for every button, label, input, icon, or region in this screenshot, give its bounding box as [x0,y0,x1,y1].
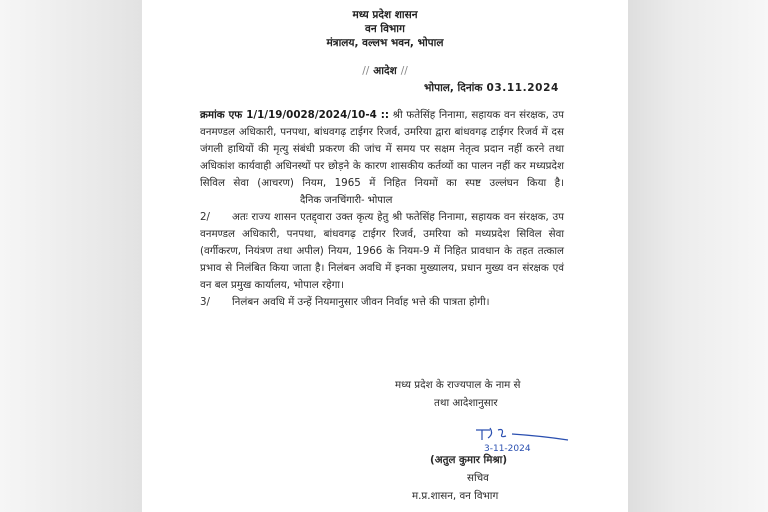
paragraph-2-number: 2/ [200,211,211,223]
letterhead-address: मंत्रालय, वल्लभ भवन, भोपाल [326,37,444,49]
blurred-backdrop-left [0,0,142,512]
closing-order-line: तथा आदेशानुसार [434,397,498,409]
closing-governor-line: मध्य प्रदेश के राज्यपाल के नाम से [395,379,521,391]
letterhead-department: वन विभाग [365,23,405,35]
place-date-label: भोपाल, दिनांक [424,82,483,94]
order-title [142,64,628,78]
order-reference-number: क्रमांक एफ 1/1/19/0028/2024/10-4 :: [200,109,389,121]
signatory-designation: सचिव [467,472,489,484]
paragraph-3 [200,294,564,311]
paragraph-3-text: निलंबन अवधि में उन्हें नियमानुसार जीवन निर्वाह भत्ते की पात्रता होगी। [232,296,490,308]
signature-date: 3-11-2024 [484,444,531,454]
order-date: 03.11.2024 [486,82,559,94]
paragraph-1 [200,107,564,209]
paragraph-2-text: अतः राज्य शासन एतद्द्वारा उक्त कृत्य हेतु श्री फतेसिंह निनामा, सहायक वन संरक्षक, उप वनमण्डल अधिकारी, पनपथा, बांधवगढ़ टाईगर रिजर्व, उमरिया को मध्यप्रदेश सिविल सेवा (वर्गीकरण, नियंत्रण तथा अपील) नियम, 1966 के नियम-9 में निहित प्रावधान के तहत तत्काल प्रभाव से निलंबित किया जाता है। निलंबन अवधि में इनका मुख्यालय, प्रधान मुख्य वन संरक्षक एवं वन बल प्रमुख कार्यालय, भोपाल रहेगा। [200,211,564,291]
place-and-date [424,81,559,95]
order-body [200,107,564,311]
order-heading: आदेश [373,65,397,77]
letterhead [142,8,628,50]
paragraph-1-text: श्री फतेसिंह निनामा, सहायक वन संरक्षक, उप वनमण्डल अधिकारी, पनपथा, बांधवगढ़ टाईगर रिजर्व, उमरिया द्वारा बांधवगढ़ टाईगर रिजर्व में दस जंगली हाथियों की मृत्यु संबंधी प्रकरण की जांच में समय पर सक्षम नेतृत्व प्रदान नहीं करने तथा अधिकांश कार्यवाही अधिनस्थों पर छोड़ने के कारण शासकीय कर्तव्यों का पालन नहीं कर मध्यप्रदेश सिविल सेवा (आचरण) नियम, 1965 में निहित नियमों का स्पष्ट उल्लंघन किया है। [200,109,564,189]
letterhead-government: मध्य प्रदेश शासन [352,9,418,21]
signatory-name: (अतुल कुमार मिश्रा) [430,454,508,466]
paragraph-3-number: 3/ [200,296,211,308]
title-slash-right: // [400,65,408,77]
newspaper-watermark: दैनिक जनचिंगारी- भोपाल [300,195,393,206]
signatory-department: म.प्र.शासन, वन विभाग [412,490,499,502]
order-document-page [142,0,628,512]
paragraph-2 [200,209,564,294]
handwritten-signature-icon [472,424,582,454]
title-slash-left: // [362,65,370,77]
blurred-backdrop-right [628,0,768,512]
